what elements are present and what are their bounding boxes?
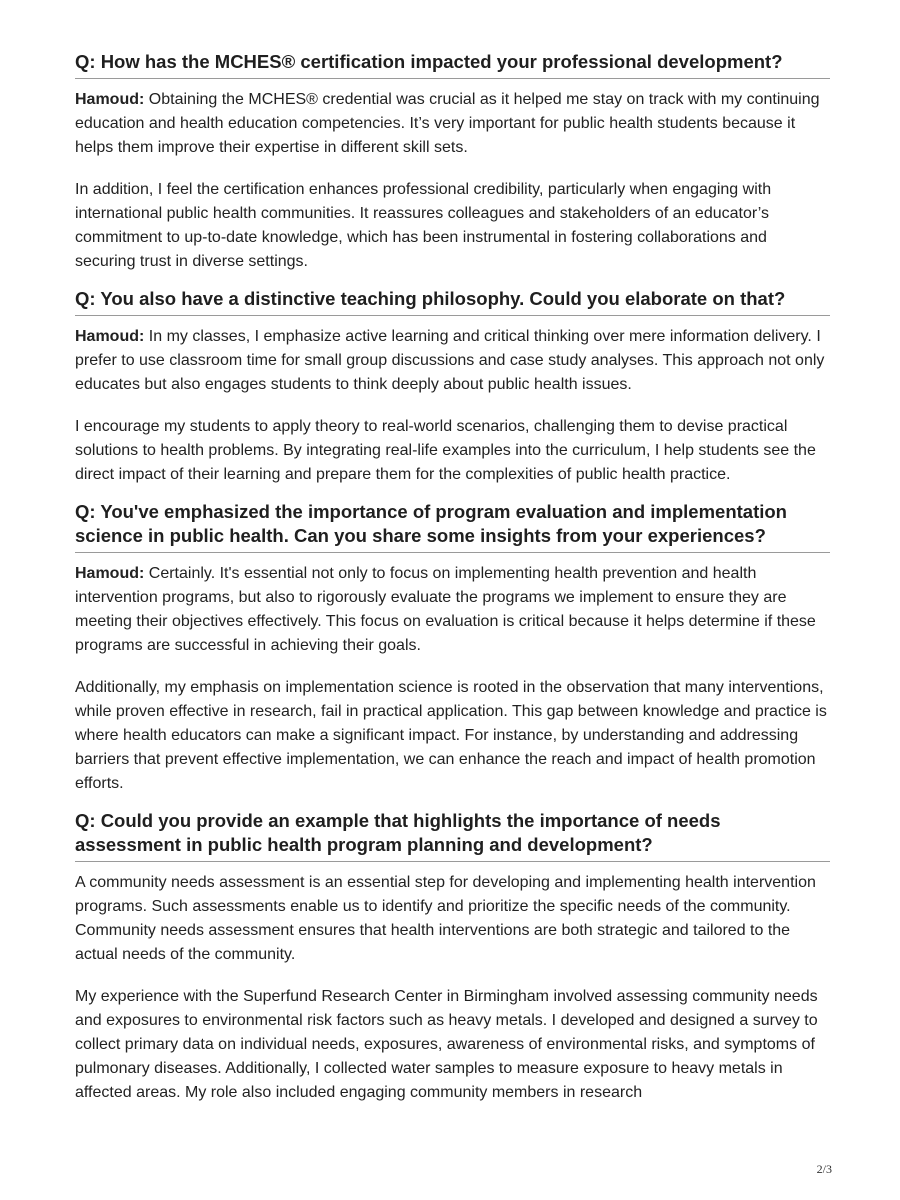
answer-paragraph	[75, 676, 830, 796]
answer-paragraph	[75, 985, 830, 1105]
question-heading: Q: How has the MCHES® certification impacted your professional development?	[75, 50, 830, 79]
speaker-label: Hamoud:	[75, 91, 145, 108]
answer-text: I encourage my students to apply theory to real-world scenarios, challenging them to devise practical solutions to health problems. By integrating real-life examples into the curriculum, I help students see the direct impact of their learning and prepare them for the complexities of public health practice.	[75, 418, 816, 483]
answer-text: A community needs assessment is an essential step for developing and implementing health intervention programs. Such assessments enable us to identify and prioritize the specific needs of the community. Community needs assessment ensures that health interventions are both strategic and tailored to the actual needs of the community.	[75, 874, 816, 963]
answer-paragraph	[75, 562, 830, 658]
answer-paragraph	[75, 415, 830, 487]
qa-section-mches	[75, 50, 830, 274]
document-page	[75, 50, 830, 1105]
answer-paragraph	[75, 871, 830, 967]
question-heading: Q: You've emphasized the importance of program evaluation and implementation science in public health. Can you share some insights from your experiences?	[75, 500, 830, 553]
answer-text: Certainly. It's essential not only to focus on implementing health prevention and health intervention programs, but also to rigorously evaluate the programs we implement to ensure they are meeting their objectives effectively. This focus on evaluation is critical because it helps determine if these programs are successful in achieving their goals.	[75, 565, 816, 654]
answer-text: My experience with the Superfund Research Center in Birmingham involved assessing community needs and exposures to environmental risk factors such as heavy metals. I developed and designed a survey to collect primary data on individual needs, exposures, awareness of environmental risks, and symptoms of pulmonary diseases. Additionally, I collected water samples to measure exposure to heavy metals in affected areas. My role also included engaging community members in research	[75, 988, 818, 1101]
answer-text: In addition, I feel the certification enhances professional credibility, particularly when engaging with international public health communities. It reassures colleagues and stakeholders of an educator’s commitment to up-to-date knowledge, which has been instrumental in fostering collaborations and securing trust in diverse settings.	[75, 181, 772, 270]
answer-text: Obtaining the MCHES® credential was crucial as it helped me stay on track with my continuing education and health education competencies. It’s very important for public health students because it helps them improve their expertise in different skill sets.	[75, 91, 820, 156]
qa-section-needs-assessment	[75, 809, 830, 1105]
answer-paragraph	[75, 88, 830, 160]
page-number: 2/3	[816, 1162, 832, 1176]
qa-section-teaching	[75, 287, 830, 487]
answer-text: In my classes, I emphasize active learning and critical thinking over mere information delivery. I prefer to use classroom time for small group discussions and case study analyses. This approach not only educates but also engages students to think deeply about public health issues.	[75, 328, 825, 393]
speaker-label: Hamoud:	[75, 328, 145, 345]
answer-paragraph	[75, 178, 830, 274]
speaker-label: Hamoud:	[75, 565, 145, 582]
question-heading: Q: Could you provide an example that highlights the importance of needs assessment in public health program planning and development?	[75, 809, 830, 862]
qa-section-evaluation	[75, 500, 830, 796]
answer-paragraph	[75, 325, 830, 397]
answer-text: Additionally, my emphasis on implementation science is rooted in the observation that many interventions, while proven effective in research, fail in practical application. This gap between knowledge and practice is where health educators can make a significant impact. For instance, by understanding and addressing barriers that prevent effective implementation, we can enhance the reach and impact of health promotion efforts.	[75, 679, 827, 792]
question-heading: Q: You also have a distinctive teaching philosophy. Could you elaborate on that?	[75, 287, 830, 316]
